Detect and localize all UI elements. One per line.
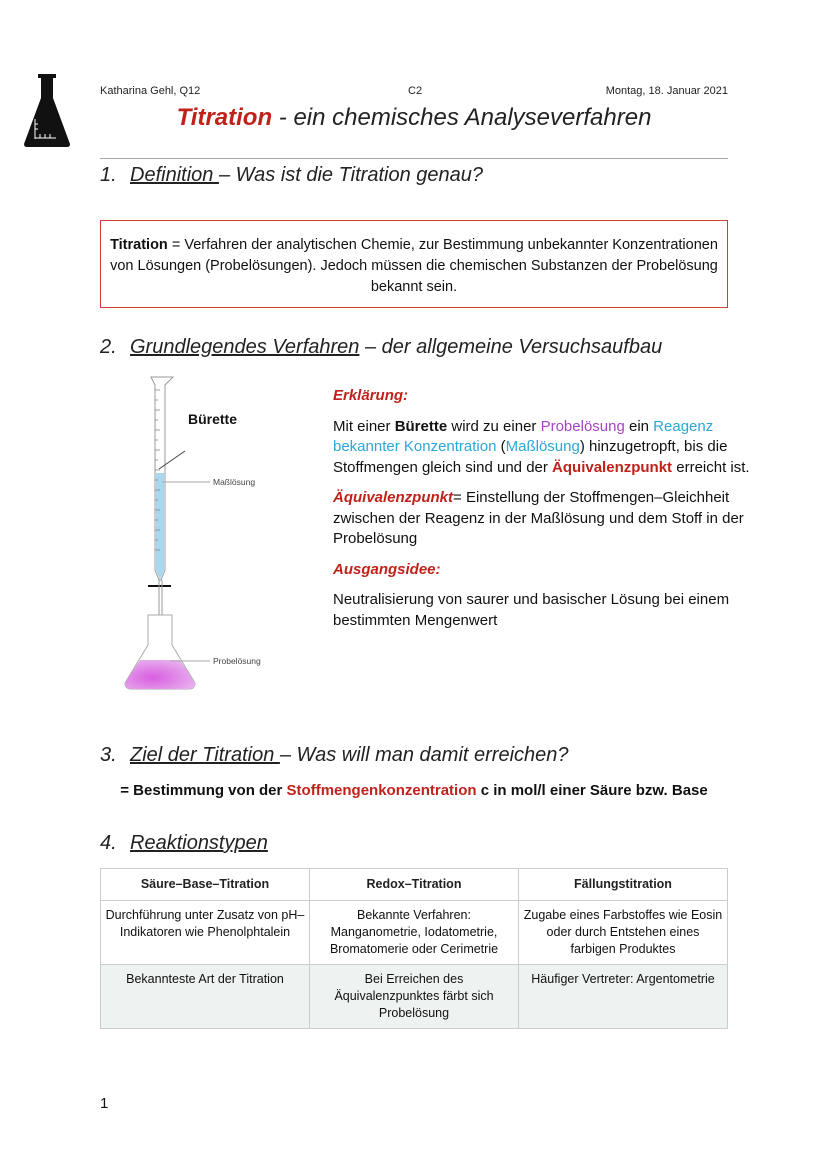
titrant-label: Maßlösung: [213, 477, 256, 487]
equivalence-term: Äquivalenzpunkt: [333, 489, 454, 506]
date: Montag, 18. Januar 2021: [605, 85, 728, 97]
text-bold: Bürette: [394, 417, 448, 435]
section-2-heading: [100, 336, 662, 359]
explanation: [333, 386, 783, 641]
explanation-label: Erklärung:: [333, 387, 409, 404]
goal-text: c in mol/l einer Säure bzw. Base: [476, 782, 708, 799]
page-title: [0, 104, 828, 132]
page-number: 1: [100, 1095, 109, 1112]
idea-label: Ausgangsidee:: [333, 560, 441, 578]
text-sample: Probelösung: [540, 417, 625, 435]
course: C2: [408, 85, 423, 97]
table-row: [101, 901, 728, 965]
table-cell: Durchführung unter Zusatz von pH–Indikatoren wie Phenolphtalein: [101, 901, 310, 965]
equivalence-definition: [333, 488, 783, 550]
section-title: Reaktionstypen: [130, 832, 268, 854]
text-titrant: Maßlösung: [505, 438, 580, 455]
section-number: 4.: [100, 832, 117, 854]
text-segment: wird zu einer: [447, 417, 541, 435]
section-title: Ziel der Titration: [130, 744, 280, 766]
goal-text: = Bestimmung von der: [120, 782, 287, 799]
table-row: [101, 965, 728, 1029]
section-number: 1.: [100, 164, 117, 186]
section-3-heading: [100, 744, 569, 767]
column-header: Fällungstitration: [519, 869, 728, 901]
title-rest: - ein chemisches Analyseverfahren: [272, 104, 652, 131]
goal-statement: [100, 781, 728, 801]
text-equivalence: Äquivalenzpunkt: [552, 458, 673, 476]
section-title: Grundlegendes Verfahren: [130, 336, 360, 358]
section-subtitle: – der allgemeine Versuchsaufbau: [359, 336, 663, 358]
table-cell: Bekannte Verfahren: Manganometrie, Iodatometrie, Bromatomerie oder Cerimetrie: [310, 901, 519, 965]
title-highlight: Titration: [176, 104, 273, 131]
burette-label: Bürette: [188, 411, 238, 427]
text-segment: ) hinzugetropft, bis die Stoffmengen gleich sind und der: [333, 438, 728, 476]
text-segment: Mit einer: [333, 417, 395, 435]
text-segment: ein: [624, 417, 654, 435]
text-reagent: Reagenz bekannter Konzentration: [333, 417, 714, 455]
table-cell: Zugabe eines Farbstoffes wie Eosin oder durch Entstehen eines farbigen Produktes: [519, 901, 728, 965]
section-title: Definition: [130, 164, 219, 186]
definition-term: Titration: [110, 237, 168, 253]
table-cell: Häufiger Vertreter: Argentometrie: [519, 965, 728, 1029]
section-subtitle: – Was ist die Titration genau?: [218, 164, 483, 186]
author: Katharina Gehl, Q12: [100, 85, 201, 97]
goal-highlight: Stoffmengenkonzentration: [286, 782, 477, 799]
table-cell: Bekannteste Art der Titration: [101, 965, 310, 1029]
column-header: Säure–Base–Titration: [101, 869, 310, 901]
section-number: 3.: [100, 744, 117, 766]
definition-box: [100, 220, 728, 308]
reaction-types-table: [100, 868, 728, 1029]
equivalence-text: = Einstellung der Stoffmengen–Gleichheit zwischen der Reagenz in der Maßlösung und dem Stoff in der Probelösung: [333, 489, 744, 547]
text-segment: (: [496, 438, 506, 455]
divider: [100, 158, 728, 159]
explanation-text: [333, 417, 783, 479]
definition-text: = Verfahren der analytischen Chemie, zur Bestimmung unbekannter Konzentrationen von Lösungen (Probelösungen). Jedoch müssen die chemischen Substanzen der Probelösung bekannt sein.: [110, 237, 718, 295]
column-header: Redox–Titration: [310, 869, 519, 901]
section-1-heading: [100, 164, 483, 187]
section-subtitle: – Was will man damit erreichen?: [279, 744, 569, 766]
sample-label: Probelösung: [213, 656, 261, 666]
table-cell: Bei Erreichen des Äquivalenzpunktes färbt sich Probelösung: [310, 965, 519, 1029]
table-header-row: [101, 869, 728, 901]
text-segment: erreicht ist.: [672, 458, 750, 476]
section-number: 2.: [100, 336, 117, 358]
idea-text: Neutralisierung von saurer und basischer Lösung bei einem bestimmten Mengenwert: [333, 591, 730, 629]
section-4-heading: [100, 832, 268, 855]
